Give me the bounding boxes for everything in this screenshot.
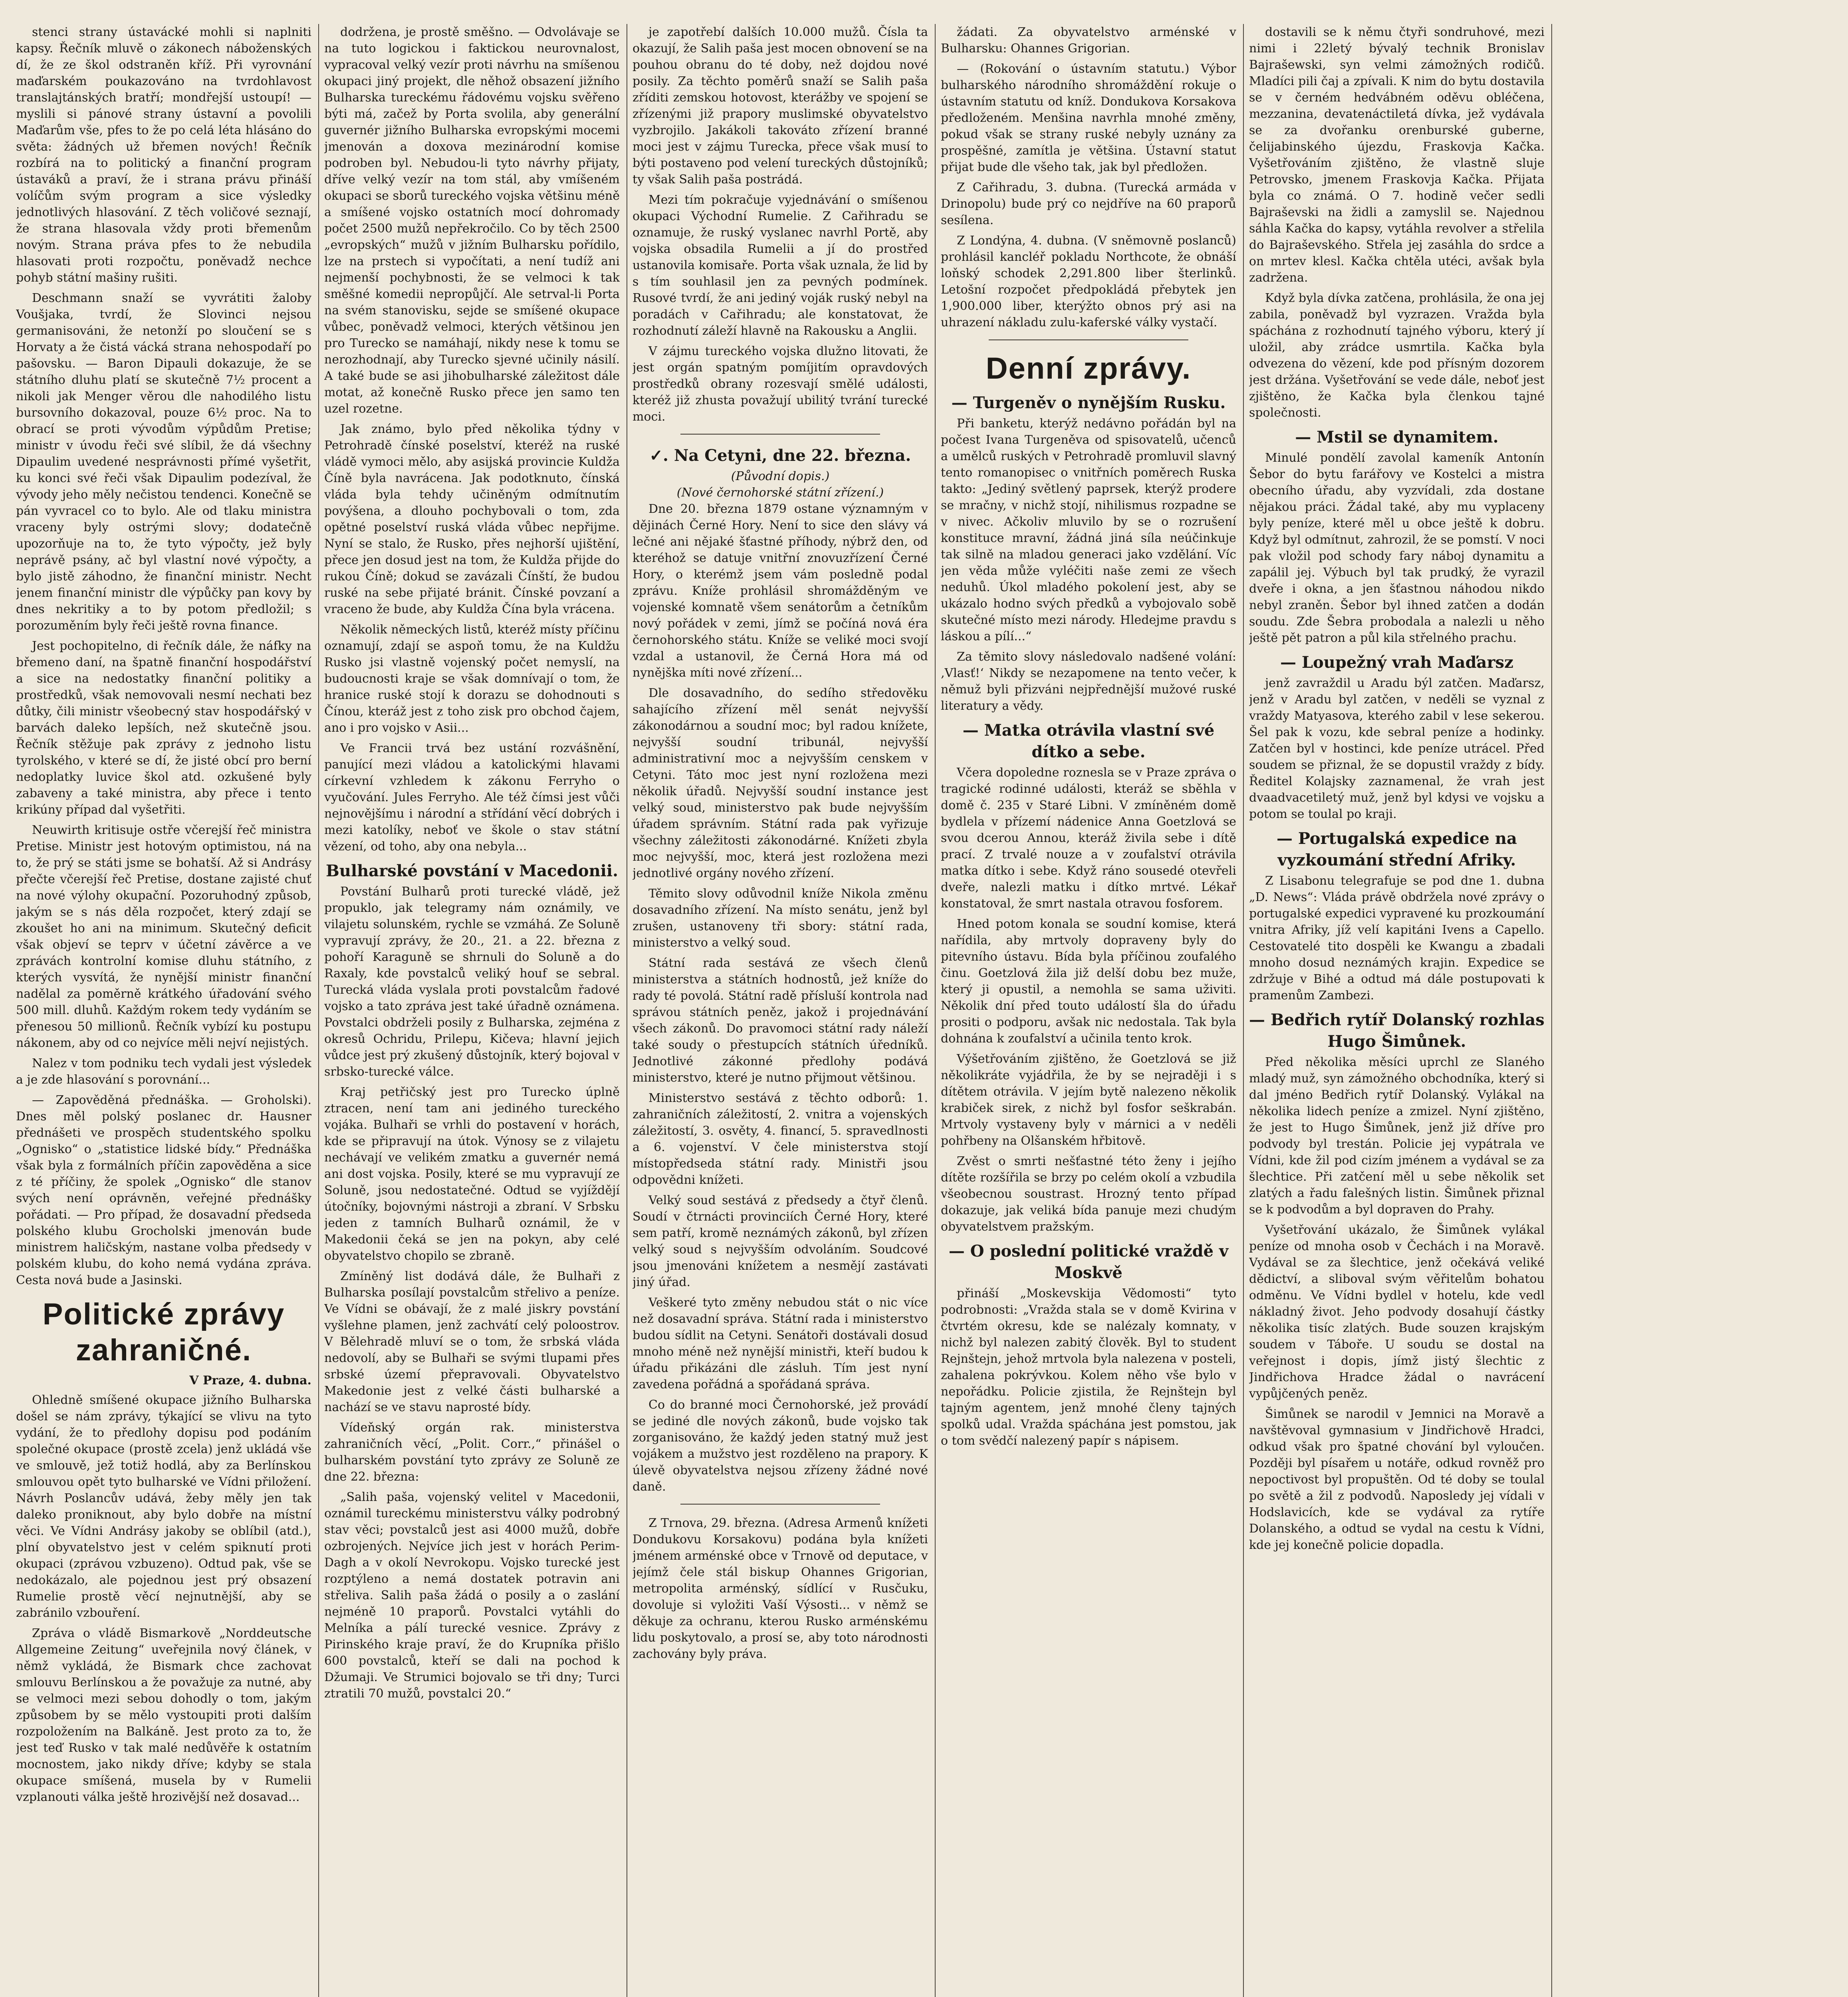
article-paragraph: Těmito slovy odůvodnil kníže Nikola změnu dosavadního zřízení. Na místo senátu, jenž byl zrušen, ustanoveny tři sbory: státní rada, ministerstvo a velký soud. <box>633 887 928 950</box>
article-paragraph: Minulé pondělí zavolal kameník Antonín Šebor do bytu farářovy ve Kostelci a mistra obecního úřadu, aby vyzvídali, zda dostane nějakou práci. Žádal také, aby mu vyplaceny byly peníze, které měl u obce ještě k dobru. Když byl odmítnut, zahrozil, že se pomstí. V noci pak vložil pod schody fary náboj dynamitu a zapálil jej. Výbuch byl tak prudký, že vyrazil dveře i okna, a jen šťastnou náhodou nikdo nebyl zraněn. Šebor byl ihned zatčen a dodán soudu. Zde Šebra probodala a nalezli u něho ještě pět patron a půl kila střelného prachu. <box>1249 451 1545 645</box>
article-paragraph: Z Lisabonu telegrafuje se pod dne 1. dubna „D. News“: Vláda právě obdržela nové zprávy o portugalské expedici vypravené ku prozkoumání vnitra Afriky, jíž velí kapitáni Ivens a Capello. Cestovatelé tito dospěli ke Kwangu a zbadali mnoho dosud neznámých krajin. Expedice se zdržuje v Bihé a odtud má dále postupovati k pramenům Zambezi. <box>1249 874 1545 1002</box>
article-paragraph: je zapotřebí dalších 10.000 mužů. Čísla ta okazují, že Salih paša jest mocen obnovení se na pouhou obranu do té doby, než dojdou nové posily. Za těchto poměrů snaží se Salih paša zříditi zemskou hotovost, kterážby ve spojení se zřízenými již prapory muslimské obyvatelstvo vyzbrojilo. Jakákoli takováto zřízení branné moci jest v zájmu Turecka, přece však musí to býti postaveno pod velení tureckých důstojníků; ty však Salih paša postrádá. <box>633 25 928 187</box>
column-rule <box>935 24 936 1997</box>
article-paragraph: Hned potom konala se soudní komise, která nařídila, aby mrtvoly dopraveny byly do pitevního ústavu. Bída byla příčinou zoufalého činu. Goetzlová žila již delší dobu bez muže, který ji opustil, a nemohla se sama uživiti. Několik dní před touto událostí šla do úřadu prositi o podporu, avšak nic nedostala. Tak byla dohnána k zoufalství a učinila tento krok. <box>941 917 1236 1046</box>
article-paragraph: Několik německých listů, kteréž místy příčinu oznamují, zdají se aspoň tomu, že na Kuldžu Rusko jsi vlastně vojenský počet nemyslí, na budoucnosti kraje se však domnívají o tom, že hranice ruské stojí k dorazu se dohodnouti s Čínou, kteráž jest z toho zisk pro obchod čajem, ano i pro vojsko v Asii... <box>324 623 620 735</box>
article-paragraph: Při banketu, kterýž nedávno pořádán byl na počest Ivana Turgeněva od spisovatelů, učenců a umělců ruských v Petrohradě promluvil slavný tento romanopisec o vnitřních poměrech Ruska takto: „Jediný světlený paprsek, kterýž prodere se mračny, v nichž stojí, nihilismus rozpadne se v nivec. Ačkoliv mluvilo by se o rozrušení konstituce mravní, žádná jiná síla neúčinkuje tak silně na mladou generaci jako vzdělání. Víc jen věda může vyléčiti naše zemi ze všech neduhů. Úkol mladého pokolení jest, aby se ukázalo hodno svých předků a vybojovalo sobě skutečné místo mezi národy. Hledejme pravdu s láskou a pílí...“ <box>941 417 1236 643</box>
column-rule <box>1243 24 1244 1997</box>
article-paragraph: Ministerstvo sestává z těchto odborů: 1. zahraničních záležitostí, 2. vnitra a vojenských záležitostí, 3. osvěty, 4. financí, 5. spravedlnosti a 6. vojenství. V čele ministerstva stojí místopředseda státní rady. Ministři jsou odpovědni knížeti. <box>633 1091 928 1187</box>
column-6 <box>1557 24 1833 1997</box>
article-paragraph: Mezi tím pokračuje vyjednávání o smíšenou okupaci Východní Rumelie. Z Cařihradu se oznamuje, že ruský vyslanec navrhl Portě, aby vojska obsadila Rumelii a jí do prostřed ustanovila komisaře. Porta však uznala, že lid by s tím souhlasil jen za pevných podmínek. Rusové tvrdí, že ani jediný voják ruský nebyl na poradách v Cařihradu; ale konstatovat, že rozhodnutí záleží hlavně na Rakousku a Anglii. <box>633 193 928 338</box>
article-paragraph: Veškeré tyto změny nebudou stát o nic více než dosavadní správa. Státní rada i ministerstvo budou sídlit na Cetyni. Senátoři dostávali dosud mnoho méně než nynější ministři, kteří budou k úřadu přikázáni dle zásluh. Tím jest nyní zavedena pořádná a spořádaná správa. <box>633 1296 928 1392</box>
article-paragraph: Výšetřováním zjištěno, že Goetzlová se již několikráte vyjádřila, že by se nejraději i s dítětem otrávila. V jejím bytě nalezeno několik krabiček sirek, z nichž byl fosfor seškrabán. Mrtvoly vystaveny byly v márnici a v neděli pohřbeny na Olšanském hřbitově. <box>941 1052 1236 1148</box>
article-paragraph: Zpráva o vládě Bismarkově „Norddeutsche Allgemeine Zeitung“ uveřejnila nový článek, v němž vykládá, že Bismark chce zachovat smlouvu Berlínskou a že považuje za nutné, aby se velmoci mezi sebou dohodly o tom, jakým způsobem by se mělo vystoupiti proti dalším rozpoložením na Balkáně. Jest proto za to, že jest teď Rusko v tak malé nedůvěře k ostatním mocnostem, jako nikdy dříve; kdyby se stala okupace smíšená, musela by v Rumelii vzplanouti válka ještě hrozivější než dosavad... <box>16 1626 311 1804</box>
article-paragraph: Včera dopoledne roznesla se v Praze zpráva o tragické rodinné události, kteráž se sběhla v domě č. 235 v Staré Libni. V zmíněném domě bydlela v přízemí nádenice Anna Goetzlová se svou dcerou Annou, kteráž živila sebe i dítě prací. Z trvalé nouze a v zoufalství otrávila matka dítko i sebe. Když ráno sousedé otevřeli dveře, nalezli matku i dítko mrtvé. Lékař konstatoval, že smrt nastala otravou fosforem. <box>941 766 1236 911</box>
article-paragraph: Nalez v tom podniku tech vydali jest výsledek a je zde hlasování s porovnání... <box>16 1056 311 1087</box>
article-paragraph: Ve Francii trvá bez ustání rozvášnění, panující mezi vládou a katolickými hlavami církevní vzhledem k zákonu Ferryho o vyučování. Jules Ferryho. Ale též čímsi jest vůči nejnovějšímu i národní a střídání věcí dobrých i mezi katolíky, neboť ve škole o stav státní vězení, od toho, aby ona nebyla... <box>324 741 620 854</box>
section-title: Politické zprávy zahraničné. <box>42 1297 285 1367</box>
article-paragraph: Vyšetřování ukázalo, že Šimůnek vylákal peníze od mnoha osob v Čechách i na Moravě. Vydával se za šlechtice, jenž očekává veliké dědictví, a sliboval svým věřitelům bohatou odměnu. Ve Vídni bydlel v hotelu, kde vedl nákladný život. Jeho podvody dosahují částky několika tisíc zlatých. Bude souzen krajským soudem v Táboře. U soudu se dostal na veřejnost i dopis, jímž jistý šlechtic z Jindřichova Hradce žádal o navrácení vypůjčených peněz. <box>1249 1223 1545 1401</box>
column-rule <box>1551 24 1552 1997</box>
article-paragraph: Ohledně smíšené okupace jižního Bulharska došel se nám zprávy, týkající se vlivu na tyto vydání, že to předlohy dopisu pod podáním společné okupace (prostě zcela) jenž ukládá vše ve smlouvě, jež totiž hodlá, aby za Berlínskou smlouvou opět tyto bulharské ve Vídni přiložení. Návrh Poslancův udává, žeby měly jen tak daleko proniknout, aby bylo dobře na místní věci. Ve Vídni Andrásy jakoby se oblíbil (atd.), plní obyvatelstvo jest v celém spiknutí proti okupaci (zprávou vzbuzeno). Odtud pak, vše se nedokázalo, ale pojednou jest prý obsazení Rumelie prostě věcí nejnutnější, aby se zabránilo vzbouření. <box>16 1393 311 1620</box>
article-paragraph: „Salih paša, vojenský velitel v Macedonii, oznámil tureckému ministerstvu války podrobný stav věci; povstalců jest asi 4000 mužů, dobře ozbrojených. Nejvíce jich jest v horách Perim-Dagh a v okolí Nevrokopu. Vojsko turecké jest rozptýleno a nemá dostatek potravin ani střeliva. Salih paša žádá o posily a o zaslání nejméně 10 praporů. Povstalci vytáhli do Melníka a pálí turecké vesnice. Zprávy z Pirinského kraje praví, že do Krupníka přišlo 600 povstalců, kteří se dali na pochod k Džumaji. Ve Strumici bojovalo se tři dny; Turci ztratili 70 mužů, povstalci 20.“ <box>324 1490 620 1701</box>
article-headline: — Portugalská expedice na vyzkoumání střední Afriky. <box>1276 829 1517 869</box>
article-paragraph: Z Londýna, 4. dubna. (V sněmovně poslanců) prohlásil kancléř pokladu Northcote, že obnáší loňský schodek 2,291.800 liber šterlinků. Letošní rozpočet předpokládá přebytek jen 1,900.000 liber, kterýžto obnos prý asi na uhrazení nákladu zulu-kaferské války vystačí. <box>941 234 1236 330</box>
separator <box>989 339 1188 342</box>
column-5 <box>1249 24 1545 1997</box>
article-paragraph: Když byla dívka zatčena, prohlásila, že ona jej zabila, poněvadž byl vyzrazen. Vražda byla spáchána z rozhodnutí tajného výboru, který jí uložil, aby zrádce usmrtila. Kačka byla odvezena do vězení, kde pod přísným dozorem jest držána. Vyšetřování se vede dále, neboť jest zjištěno, že Kačka byla členkou tajné společnosti. <box>1249 291 1545 420</box>
column-1 <box>16 24 311 1997</box>
article-paragraph: Velký soud sestává z předsedy a čtyř členů. Soudí v čtrnácti provinciích Černé Hory, které sem patří, kromě neznámých zákonů, byl zřízen velký soud s nejvyšším odvoláním. Soudcové jsou jmenováni knížetem a nesmějí zastávati jiný úřad. <box>633 1193 928 1289</box>
separator <box>680 434 880 436</box>
separator <box>680 1504 880 1506</box>
article-paragraph: žádati. Za obyvatelstvo arménské v Bulharsku: Ohannes Grigorian. <box>941 25 1236 56</box>
column-2 <box>324 24 620 1997</box>
article-paragraph: Kraj petřičský jest pro Turecko úplně ztracen, není tam ani jediného tureckého vojáka. Bulhaři se vrhli do postavení v horách, kde se připravují na útok. Výnosy se z vilajetu nechávají ve velikém zmatku a guvernér nemá ani dost vojska. Posily, které se mu vypravují ze Soluně, jsou nedostatečné. Odtud se vyjíždějí útočníky, bojovnými nástroji a zbraní. V Srbsku jeden z tamních Bulharů oznámil, že v Makedonii čeká se jen na pokyn, aby celé obyvatelstvo chopilo se zbraně. <box>324 1085 620 1263</box>
column-3 <box>633 24 928 1997</box>
article-paragraph: Vídeňský orgán rak. ministerstva zahraničních věcí, „Polit. Corr.,“ přinášel o bulharském povstání tyto zprávy ze Soluně ze dne 22. března: <box>324 1421 620 1484</box>
article-paragraph: Deschmann snaží se vyvrátiti žaloby Voušjaka, tvrdí, že Slovinci nejsou germanisováni, že netonží po sloučení se s Horvaty a že čistá vácká strana nehospodaří po pašovsku. — Baron Dipauli dokazuje, že se státního dluhu platí se skutečně 7½ procent a nikoli jak Menger věrou dle nahodilého listu bursovního dokazoval, pouze 6½ proc. Na to obrací se proti vývodům výpůdům Pretise; ministr v úvodu řeči své slíbil, že dá všechny Dipaulim uvedené nesprávnosti přímé vyšetřit, ku konci své řeči však Dipaulim podezíval, že vývody jeho měly nečistou tendenci. Konečně se pán vyvracel co to bylo. Ale od tlaku ministra vraceny byly ostrými slovy; dodatečně upozorňuje na to, že tyto výpočty, jež byly neprávě psány, ač byl vlastní nové výpočty, a bylo jistě záhodno, že finanční ministr. Necht jenem finanční ministr dle výpůčky pan kovy by dnes nekritiky a to by potom předložil; s porozuměním byly řeči ještě rovna finance. <box>16 291 311 633</box>
article-paragraph: stenci strany ústavácké mohli si naplniti kapsy. Řečník mluvě o zákonech náboženských dí, že ze škol odstraněn kříž. Při vyrovnání maďarském poukazováno na tvrdohlavost translajtánských bratří; mondřejší ustoupí! — myslili si pánové strany ústavní a povolili Maďarům vše, pfes to že po celá léta hlásáno do světa: žádných už břemen nových! Řečník rozbírá na to politický a finanční program ústaváků a praví, že i strana právu přináší volíčům svým program a sice výsledky jednotlivých hlasování. Z těch voličové seznají, že strana hlasovala vždy proti břemenům novým. Strana práva pfes to že nebudila hlasovati proti rozpočtu, poněvadž nechce pohyb státní mašiny rušiti. <box>16 25 311 285</box>
section-title: Denní zprávy. <box>985 351 1192 385</box>
article-headline: — Mstil se dynamitem. <box>1295 428 1499 447</box>
article-paragraph: Z Trnova, 29. března. (Adresa Armenů knížeti Dondukovu Korsakovu) podána byla knížeti jménem arménské obce v Trnově od deputace, v jejímž čele stál biskup Ohannes Grigorian, metropolita arménský, sídlící v Rusčuku, dovoluje si vyložiti Vaší Výsosti... v němž se děkuje za ochranu, kterou Rusko arménskému lidu poskytovalo, a prosí se, aby toto národnosti zachovány byly práva. <box>633 1516 928 1661</box>
article-paragraph: Neuwirth kritisuje ostře včerejší řeč ministra Pretise. Ministr jest hotovým optimistou, ná na to, že prý se státi jsme se bohatší. Až si Andrásy přečte včerejší řeč Pretise, dostane zajisté chuť na nové výlohy okupační. Pozoruhodný způsob, jakým se s nás děla rozpočet, který zdají se zkoušet ho ani na minimum. Skutečný deficit však objeví se teprv v účetní závěrce a ve zprávách kontrolní komise dluhu státního, z kterých vysvítá, že nynější ministr finanční nadělal za poměrně krátkého úřadování svého 500 mill. dluhů. Každým rokem tedy vydáním se přenesou 50 millionů. Řečník vybízí ku postupu nákonem, aby od co nejvíce měli nejví nejistých. <box>16 823 311 1050</box>
article-paragraph: Jest pochopitelno, di řečník dále, že náfky na břemeno daní, na špatně finanční hospodářství a sice na nedostatky finanční politiky a prostředků, však nemovovali nesmí nechati bez důtky, čili ministr všeobecný stav hospodářský v barvách daleko lepších, než skutečně jsou. Řečník stěžuje pak zprávy z jednoho listu tyrolského, v které se dí, že jisté obcí pro berní nedoplatky luvice škol atd. ozkušené byly zabaveny a také ministra, aby přece i tento krikúny případ dal vyšetřiti. <box>16 639 311 817</box>
article-paragraph: Státní rada sestává ze všech členů ministerstva a státních hodnostů, jež kníže do rady té povolá. Státní radě přísluší kontrola nad správou státních peněz, jakož i projednávání všech zákonů. Do pravomoci státní rady náleží také soudy o přestupcích státních úředníků. Jednotlivé zákonné předlohy podává ministerstvo, které je nutno přijmout většinou. <box>633 956 928 1085</box>
column-rule <box>318 24 319 1997</box>
article-paragraph: Zmíněný list dodává dále, že Bulhaři z Bulharska posílají povstalcům střelivo a peníze. Ve Vídni se obávají, že z malé jiskry povstání vyšlehne plamen, jenž zachvátí celý poloostrov. V Bělehradě mluví se o tom, že srbská vláda nedovolí, aby se Bulhaři se svými tlupami přes srbské území přepravovali. Obyvatelstvo Makedonie jest z velké části bulharské a nachází se ve stavu naprosté bídy. <box>324 1269 620 1414</box>
article-note: (Původní dopis.) <box>731 469 830 483</box>
article-headline: — Bedřich rytíř Dolanský rozhlas Hugo Šimůnek. <box>1249 1010 1545 1051</box>
article-headline: ✓. Na Cetyni, dne 22. března. <box>649 446 911 465</box>
article-paragraph: Před několika měsíci uprchl ze Slaného mladý muž, syn zámožného obchodníka, který si dal jméno Bedřich rytíř Dolanský. Vylákal na několika lidech peníze a zmizel. Nyní zjištěno, že jest to Hugo Šimůnek, jenž již dříve pro podvody byl trestán. Policie jej vypátrala ve Vídni, kde žil pod cizím jménem a vydával se za šlechtice. Při zatčení měl u sebe několik set zlatých a řadu falešných listin. Šimůnek přiznal se k podvodům a byl dopraven do Prahy. <box>1249 1055 1545 1217</box>
column-4 <box>941 24 1236 1997</box>
article-paragraph: Povstání Bulharů proti turecké vládě, jež propuklo, jak telegramy nám oznámily, ve vilajetu solunském, rychle se vzmáhá. Ze Soluně vypravují zprávy, že 20., 21. a 22. března z pohoří Karaguně se shrnuli do Soluně a do Raxaly, kde povstalců veliký houf se sebral. Turecká vláda vyslala proti povstalcům řadové vojsko a tato zpráva jest také úřadně oznámena. Povstalci obdrželi posily z Bulharska, zejména z okresů Ochridu, Prilepu, Kičeva; hlavní jejich vůdce jest prý zkušený důstojník, který bojoval v srbsko-turecké válce. <box>324 885 620 1079</box>
article-paragraph: Co do branné moci Černohorské, jež provádí se jediné dle nových zákonů, bude vojsko tak zorganisováno, že každý jeden statný muž jest vojákem a mužstvo jest rozděleno na prapory. K úlevě obyvatelstva nejsou zřízeny žádné nové daně. <box>633 1398 928 1494</box>
article-paragraph: — (Rokování o ústavním statutu.) Výbor bulharského národního shromáždění rokuje o ústavním statutu od kníž. Dondukova Korsakova předloženém. Menšina navrhla mnohé změny, pokud však se strany ruské nebyly uznány za prospěšné, zamítla je většina. Ústavní statut přijat bude dle všeho tak, jak byl předložen. <box>941 62 1236 174</box>
article-paragraph: dodržena, je prostě směšno. — Odvolávaje se na tuto logickou i faktickou neurovnalost, vypracoval velký vezír proti návrhu na smíšenou okupaci jiný projekt, dle něhož obsazení jižního Bulharska tureckému řádovému vojsku svěřeno býti má, začež by Porta svolila, aby generální guvernér jižního Bulharska evropskými mocemi jmenován a doxova mezinárodní komise podroben byl. Nebudou-li tyto návrhy přijaty, dříve velký vezír na tom stál, aby vmíšeném okupaci se sborů tureckého vojska většinu méně a smíšené vojsko ostatních mocí dohromady počet 2500 mužů nepřekročilo. Co by těch 2500 „evropských“ mužů v jižním Bulharsku pořídilo, lze na prstech si vypočítati, a není tudíž ani nejmenší pochybnosti, že se velmoci k tak směšné komedii nepropůjčí. Ale setrval-li Porta na svém stanovisku, sejde se smíšené okupace vůbec, poněvadž velmoci, kterých většinou jen pro Turecko se namáhají, nikdy nese k tomu se nerozhodnají, aby Turecko sjevné učinily násilí. A také bude se asi jihobulharské záležitost dále motat, až konečně Rusko přece jen samo ten uzel rozetne. <box>324 25 620 416</box>
article-headline: Bulharské povstání v Macedonii. <box>326 862 618 880</box>
article-paragraph: Za těmito slovy následovalo nadšené volání: ‚Vlasť!‘ Nikdy se nezapomene na tento večer, k němuž byli přizváni nejpřednější mužové ruské literatury a vědy. <box>941 650 1236 713</box>
article-paragraph: přináší „Moskevskija Vědomosti“ tyto podrobnosti: „Vražda stala se v domě Kvirina v čtvrtém okresu, kde se nalézaly komnaty, v nichž byl nalezen zabitý člověk. Byl to student Rejnštejn, jehož mrtvola byla nalezena v posteli, zahalena pokrývkou. Kolem něho vše bylo v nepořádku. Policie zjistila, že Rejnštejn byl tajným agentem, jenž mnohé členy tajných spolků udal. Vražda spáchána jest pomstou, jak o tom svědčí nalezený papír s nápisem. <box>941 1286 1236 1448</box>
article-headline: — O poslední politické vraždě v Moskvě <box>948 1242 1229 1282</box>
article-paragraph: Z Cařihradu, 3. dubna. (Turecká armáda v Drinopolu) bude prý co nejdříve na 60 praporů sesílena. <box>941 181 1236 227</box>
article-headline: — Loupežný vrah Maďarsz <box>1280 653 1513 672</box>
article-paragraph: Dle dosavadního, do sedího středověku sahajícího zřízení měl senát nejvyšší zákonodárnou a soudní moc; byl radou knížete, nejvyšší soudní tribunál, nejvyšší administrativní moc a nejvyšším censkem v Cetyni. Táto moc jest nyní rozložena mezi několik úřadů. Nejvyšší soudní instance jest velký soud, ministerstvo pak bude nejvyšším úřadem správním. Státní rada pak vyřizuje všechny záležitosti zákonodárné. Knížeti zbyla moc nejvyšší, moc, která jest rozložena mezi jednotlivé orgány nového zřízení. <box>633 686 928 880</box>
article-headline: — Matka otrávila vlastní své dítko a sebe. <box>962 721 1215 761</box>
article-paragraph: dostavili se k němu čtyři sondruhové, mezi nimi i 22letý bývalý technik Bronislav Bajrašewski, syn velmi zámožných rodičů. Mladíci pili čaj a zpívali. K nim do bytu dostavila se v černém hedvábném oděvu obléčena, mezzanina, devatenáctiletá dívka, jež vydávala se za dvořanku orenburské guberne, čelijabinského újezdu, Fraskovja Kačka. Vyšetřováním zjištěno, že vlastně sluje Petrovsko, jmenem Fraskovja Kačka. Přijata byla co známá. O 7. hodině večer sedli Bajraševski na židli a zamyslil se. Najednou sáhla Kačka do kapsy, vytáhla revolver a střelila do Bajraševského. Střela jej zasáhla do srdce a on mrtev klesl. Kačka chtěla utéci, avšak byla zadržena. <box>1249 25 1545 285</box>
dateline: V Praze, 4. dubna. <box>189 1374 311 1388</box>
article-paragraph: Dne 20. března 1879 ostane významným v dějinách Černé Hory. Není to sice den slávy vá lečné ani nějaké šťastné příhody, nýbrž den, od kteréhož se datuje vnitřní znovuzřízení Černé Hory, o kterémž jsem vám posledně podal zprávu. Kníže prohlásil shromážděným ve vojenské komnatě všem senátorům a četníkům nový pořádek v zemi, jímž se počíná nová éra černohorského státu. Kníže se veliké moci svojí vzdal a ustanovil, že Černá Hora má od nynějška míti nové zřízení... <box>633 502 928 680</box>
article-headline: — Turgeněv o nynějším Rusku. <box>951 393 1226 412</box>
article-paragraph: Zvěst o smrti nešťastné této ženy i jejího dítěte rozšířila se brzy po celém okolí a vzbudila všeobecnou soustrast. Hrozný tento případ dokazuje, jak veliká bída panuje mezi chudým obyvatelstvem pražským. <box>941 1154 1236 1234</box>
article-paragraph: jenž zavraždil u Aradu býl zatčen. Maďarsz, jenž v Aradu byl zatčen, v neděli se vyznal z vraždy Matyasova, kterého zabil v lese sekerou. Šel pak k vozu, kde sebral peníze a hodinky. Zatčen byl v hostinci, kde peníze utrácel. Před soudem se přiznal, že se dopustil vraždy z bídy. Ředitel Kolajsky zaznamenal, že vrah jest dvaadvacetiletý muž, jenž byl kdysi ve vojsku a potom se toulal po kraji. <box>1249 676 1545 821</box>
article-paragraph: — Zapověděná přednáška. — Groholski). Dnes měl polský poslanec dr. Hausner přednášeti ve prospěch studentského spolku „Ognisko“ o „statistice lidské bídy.“ Přednáška však byla z formálních příčin zapověděna a sice z té příčiny, že spolek „Ognisko“ dle stanov svých není oprávněn, veřejné přednášky pořádati. — Pro případ, že dosavadní předseda polského klubu Grocholski jmenován bude ministrem haličským, nastane volba předsedy v polském klubu, do koho nemá vydána zpráva. Cesta nová bude a Jasinski. <box>16 1093 311 1287</box>
article-paragraph: V zájmu tureckého vojska dlužno litovati, že jest orgán spatným pomíjitím opravdových prostředků obrany rozesvají smělé události, kteréž již zhusta považují ubilitý tvrání turecké moci. <box>633 344 928 424</box>
article-paragraph: Jak známo, bylo před několika týdny v Petrohradě čínské poselství, kteréž na ruské vládě vymoci mělo, aby asijská provincie Kuldža Číně byla navrácena. Jak podotknuto, čínská vláda byla tehdy učiněným odmítnutím povýšena, a dlouho pochybovali o tom, zda opětné poselství ruská vláda vůbec nepřijme. Nyní se stalo, že Rusko, přes nejhorší ujištění, přece jen dosud jest na tom, že Kuldža přijde do rukou Číně; dokud se zavázali Čínští, že budou ruské na sebe přijaté bránit. Čínské povzaní a vraceno že bude, aby Kuldža Čína byla vrácena. <box>324 422 620 616</box>
article-note: (Nové černohorské státní zřízení.) <box>676 486 884 500</box>
article-paragraph: Šimůnek se narodil v Jemnici na Moravě a navštěvoval gymnasium v Jindřichově Hradci, odkud však pro špatné chování byl vyloučen. Později byl písařem u notáře, odkud rovněž pro nepoctivost byl propuštěn. Od té doby se toulal po světě a žil z podvodů. Naposledy jej vídali v Hodslavicích, kde se vydával za rytíře Dolanského, a odtud se vydal na cestu k Vídni, kde jej konečně policie dopadla. <box>1249 1407 1545 1552</box>
